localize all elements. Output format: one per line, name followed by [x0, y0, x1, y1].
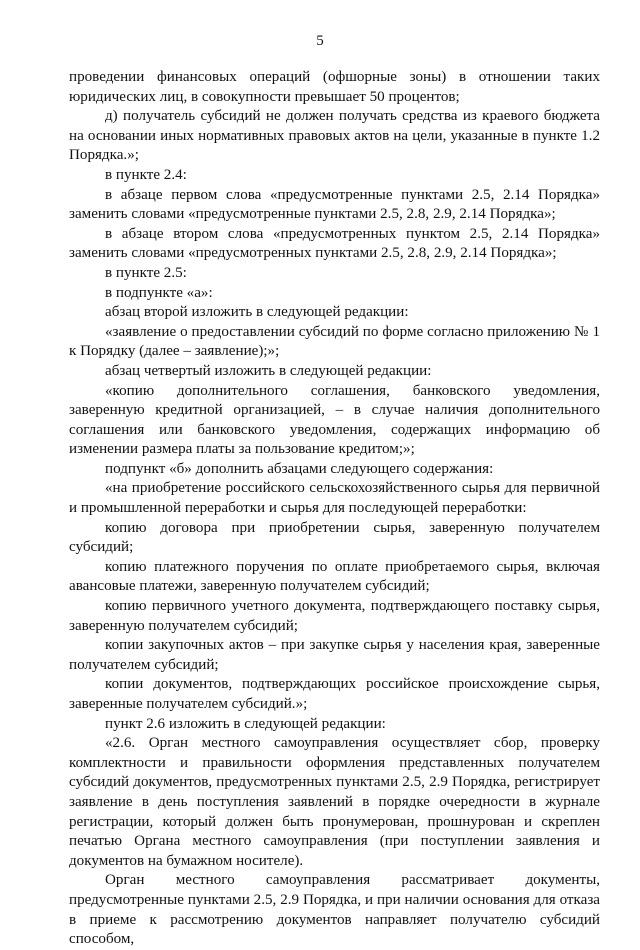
paragraph: подпункт «б» дополнить абзацами следующего содержания:: [105, 460, 494, 477]
paragraph: «на приобретение российского сельскохозяйственного сырья для первичной и промышленной переработки и сырья для последующей переработки:: [69, 480, 600, 517]
paragraph: в абзаце втором слова «предусмотренных пунктом 2.5, 2.14 Порядка» заменить словами «предусмотренных пунктами 2.5, 2.8, 2.9, 2.14 Порядка»;: [69, 225, 600, 262]
paragraph: в пункте 2.4:: [105, 166, 187, 183]
paragraph: в абзаце первом слова «предусмотренные пунктами 2.5, 2.14 Порядка» заменить словами «предусмотренные пунктами 2.5, 2.8, 2.9, 2.14 Порядка»;: [69, 186, 600, 223]
paragraph: копии документов, подтверждающих российское происхождение сырья, заверенные получателем субсидий.»;: [69, 676, 600, 712]
paragraph: копию платежного поручения по оплате приобретаемого сырья, включая авансовые платежи, заверенную получателем субсидий;: [69, 558, 600, 595]
paragraph: «заявление о предоставлении субсидий по форме согласно приложению № 1 к Порядку (далее – заявление);»;: [69, 323, 600, 360]
paragraph: проведении финансовых операций (офшорные зоны) в отношении таких юридических лиц, в совокупности превышает 50 процентов;: [69, 69, 600, 105]
paragraph: абзац второй изложить в следующей редакции:: [105, 304, 409, 321]
paragraph: копию первичного учетного документа, подтверждающего поставку сырья, заверенную получателем субсидий;: [69, 598, 600, 634]
paragraph: пункт 2.6 изложить в следующей редакции:: [105, 715, 386, 732]
paragraph: копии закупочных актов – при закупке сырья у населения края, заверенные получателем субсидий;: [69, 637, 600, 673]
document-body: [69, 68, 600, 950]
paragraph: Орган местного самоуправления рассматривает документы, предусмотренные пунктами 2.5, 2.9 Порядка, и при наличии основания для отказа в приеме к рассмотрению документов направляет получателю субсидий способом,: [69, 872, 600, 948]
paragraph: «копию дополнительного соглашения, банковского уведомления, заверенную кредитной организацией, – в случае наличия дополнительного соглашения или банковского уведомления, содержащих информацию об изменении размера платы за пользование кредитом;»;: [69, 382, 600, 458]
paragraph: в пункте 2.5:: [105, 264, 187, 281]
paragraph: копию договора при приобретении сырья, заверенную получателем субсидий;: [69, 519, 600, 556]
paragraph: д) получатель субсидий не должен получать средства из краевого бюджета на основании иных нормативных правовых актов на цели, указанные в пункте 1.2 Порядка.»;: [69, 108, 600, 164]
paragraph: «2.6. Орган местного самоуправления осуществляет сбор, проверку комплектности и правильности оформления представленных получателем субсидий документов, предусмотренных пунктами 2.5, 2.9 Порядка, регистрирует заявление в день поступления заявлений в порядке очередности в журнале регистрации, который должен быть пронумерован, прошнурован и скреплен печатью Органа местного самоуправления (при поступлении заявления и документов на бумажном носителе).: [69, 735, 600, 869]
page-number: 5: [316, 33, 324, 49]
paragraph: абзац четвертый изложить в следующей редакции:: [105, 362, 432, 379]
paragraph: в подпункте «а»:: [105, 284, 213, 301]
